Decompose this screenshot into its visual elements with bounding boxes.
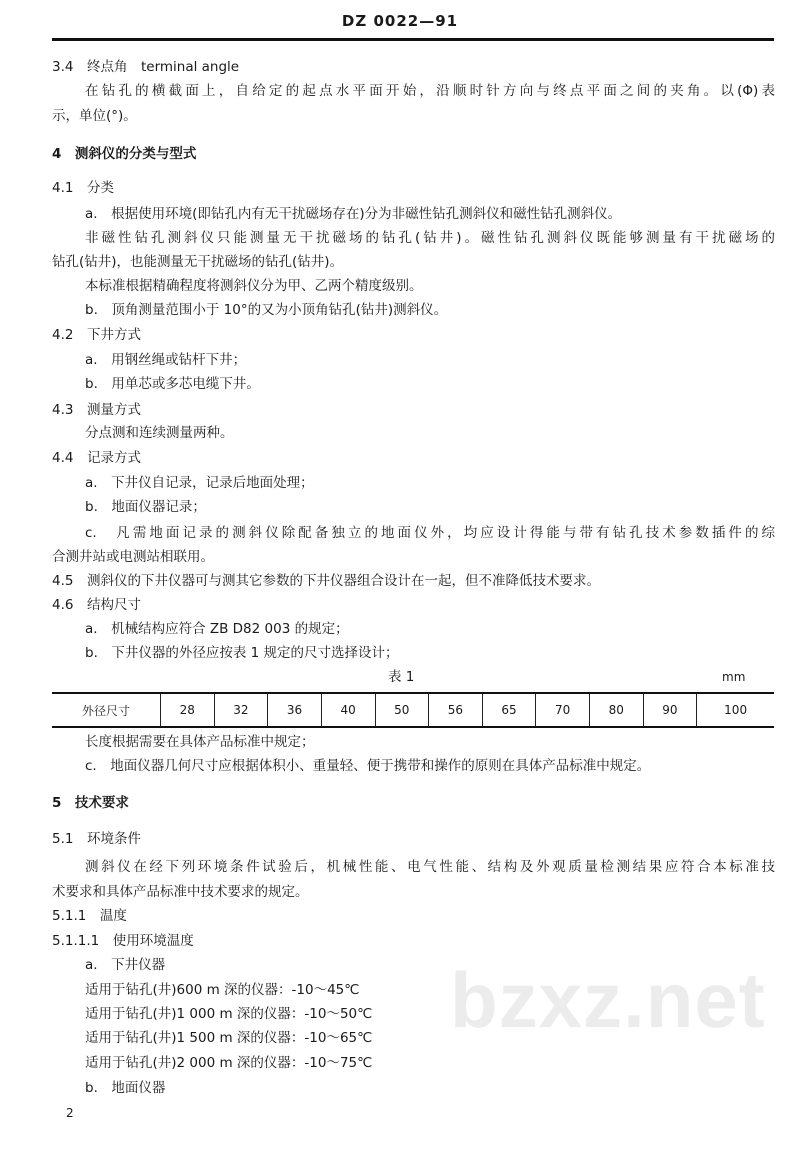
paragraph: 在钻孔的横截面上，自给定的起点水平面开始，沿顺时针方向与终点平面之间的夹角。以(Φ)表 — [85, 83, 775, 99]
paragraph: 测斜仪在经下列环境条件试验后，机械性能、电气性能、结构及外观质量检测结果应符合本标准技 — [85, 859, 775, 875]
paragraph: 术要求和具体产品标准中技术要求的规定。 — [52, 884, 309, 900]
table-cell: 56 — [429, 693, 483, 727]
table-caption: 表 1 — [388, 669, 415, 685]
clause-heading: 4.5 测斜仪的下井仪器可与测其它参数的下井仪器组合设计在一起，但不准降低技术要求。 — [52, 573, 600, 589]
table-cell: 32 — [214, 693, 268, 727]
paragraph: 长度根据需要在具体产品标准中规定； — [85, 734, 315, 750]
table-row-label: 外径尺寸 — [81, 703, 130, 718]
table-cell: 70 — [536, 693, 590, 727]
table-cell: 36 — [268, 693, 322, 727]
list-item: a. 机械结构应符合 ZB D82 003 的规定； — [85, 621, 349, 637]
watermark: bzxz.net — [450, 956, 766, 1044]
table-cell: 40 — [321, 693, 375, 727]
paragraph: 本标准根据精确程度将测斜仪分为甲、乙两个精度级别。 — [85, 278, 423, 294]
table-unit: mm — [722, 670, 746, 684]
dimension-table — [52, 692, 774, 728]
paragraph: 适用于钻孔(井)2 000 m 深的仪器：-10～75℃ — [85, 1055, 373, 1071]
list-item: c. 凡需地面记录的测斜仪除配备独立的地面仪外，均应设计得能与带有钻孔技术参数插件的综 — [85, 525, 775, 541]
table-row — [52, 693, 774, 727]
clause-heading: 4.6 结构尺寸 — [52, 597, 141, 613]
list-item: c. 地面仪器几何尺寸应根据体积小、重量轻、便于携带和操作的原则在具体产品标准中规定。 — [85, 758, 651, 774]
clause-3-4-title: 3.4 终点角 terminal angle — [52, 59, 240, 75]
clause-heading: 5.1 环境条件 — [52, 831, 141, 847]
page-number: 2 — [66, 1106, 74, 1120]
clause-heading: 4.2 下井方式 — [52, 327, 141, 343]
paragraph: 适用于钻孔(井)1 500 m 深的仪器：-10～65℃ — [85, 1030, 373, 1046]
table-cell: 65 — [482, 693, 536, 727]
clause-heading: 4.4 记录方式 — [52, 450, 141, 466]
section-5-heading: 5 技术要求 — [52, 795, 129, 811]
clause-heading: 5.1.1.1 使用环境温度 — [52, 933, 194, 949]
paragraph: 适用于钻孔(井)1 000 m 深的仪器：-10～50℃ — [85, 1006, 373, 1022]
paragraph: 分点测和连续测量两种。 — [85, 425, 234, 441]
header-rule — [52, 38, 774, 41]
table-cell: 90 — [643, 693, 697, 727]
list-item: a. 用钢丝绳或钻杆下井； — [85, 352, 247, 368]
clause-heading: 5.1.1 温度 — [52, 908, 127, 924]
table-cell: 50 — [375, 693, 429, 727]
clause-heading: 4.3 测量方式 — [52, 402, 141, 418]
list-item: b. 用单芯或多芯电缆下井。 — [85, 376, 260, 392]
section-4-heading: 4 测斜仪的分类与型式 — [52, 146, 197, 162]
document-header: DZ 0022—91 — [341, 12, 459, 30]
paragraph: 示，单位(°)。 — [52, 108, 137, 124]
paragraph: 非磁性钻孔测斜仪只能测量无干扰磁场的钻孔(钻井)。磁性钻孔测斜仪既能够测量有干扰磁场的 — [85, 230, 775, 246]
table-cell: 100 — [697, 693, 774, 727]
list-item: b. 地面仪器 — [85, 1080, 166, 1096]
list-item: a. 下井仪自记录，记录后地面处理； — [85, 475, 314, 491]
clause-heading: 4.1 分类 — [52, 180, 114, 196]
list-item: a. 根据使用环境(即钻孔内有无干扰磁场存在)分为非磁性钻孔测斜仪和磁性钻孔测斜仪。 — [85, 206, 622, 222]
table-cell: 28 — [161, 693, 215, 727]
paragraph: 钻孔(钻井)，也能测量无干扰磁场的钻孔(钻井)。 — [52, 254, 344, 270]
list-item: a. 下井仪器 — [85, 957, 166, 973]
paragraph: 适用于钻孔(井)600 m 深的仪器：-10～45℃ — [85, 982, 360, 998]
list-item: b. 下井仪器的外径应按表 1 规定的尺寸选择设计； — [85, 645, 399, 661]
list-item: b. 地面仪器记录； — [85, 499, 206, 515]
list-item: b. 顶角测量范围小于 10°的又为小顶角钻孔(钻井)测斜仪。 — [85, 302, 448, 318]
paragraph: 合测井站或电测站相联用。 — [52, 549, 214, 565]
table-cell: 80 — [590, 693, 644, 727]
